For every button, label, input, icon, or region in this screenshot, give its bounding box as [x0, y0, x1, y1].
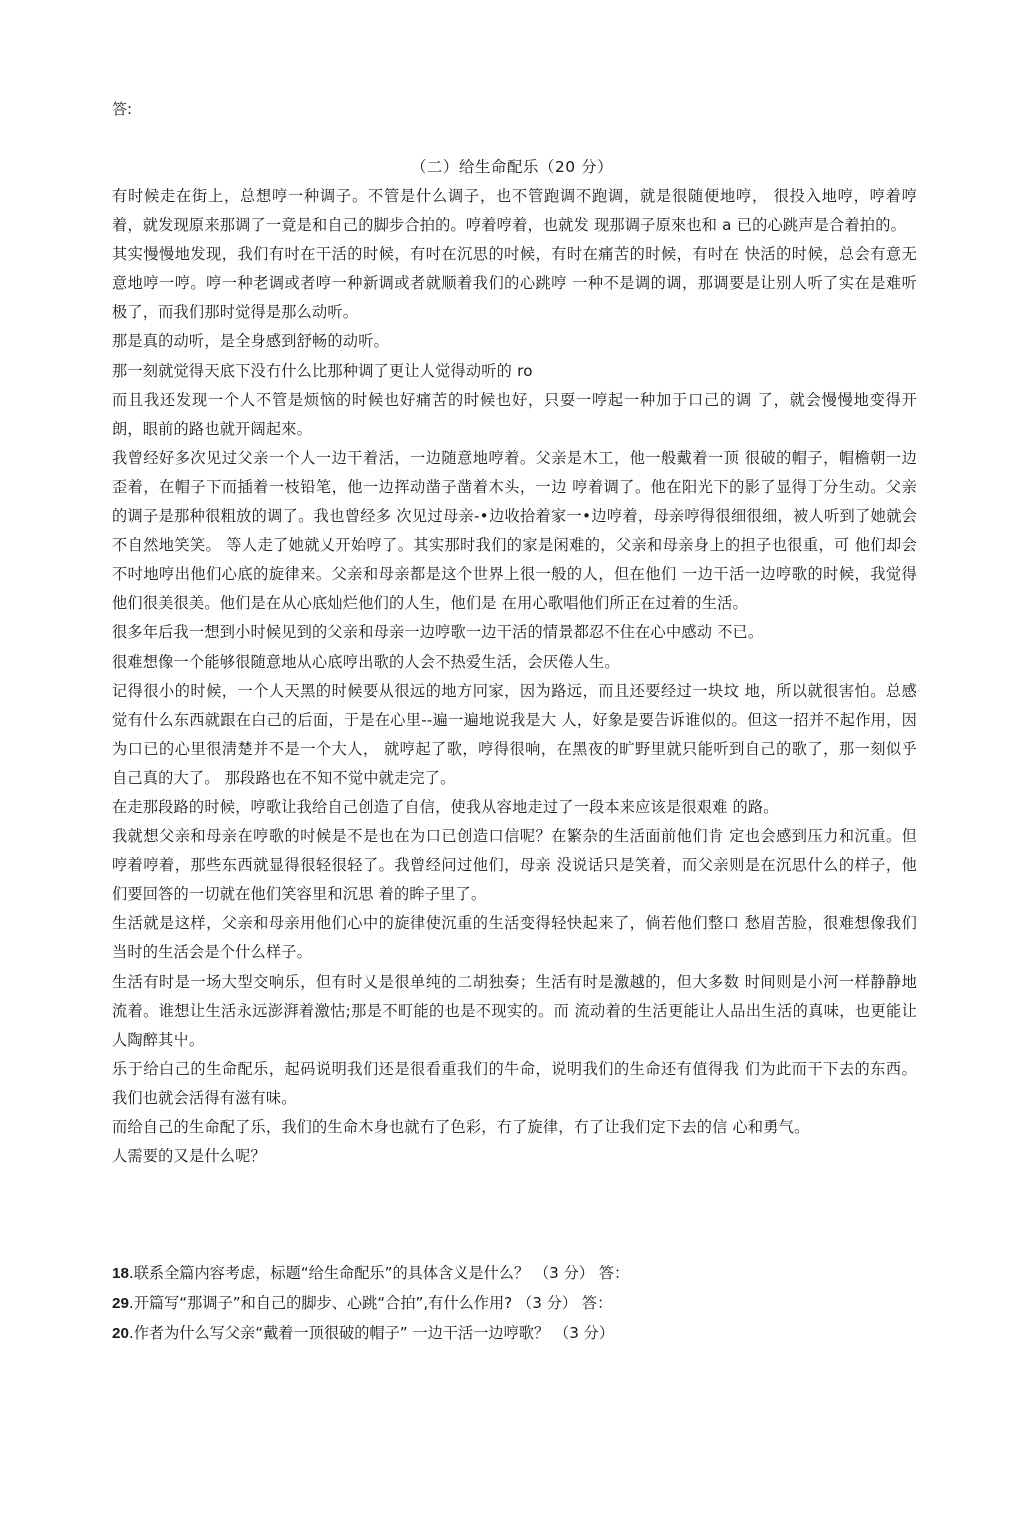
paragraph: 那一刻就觉得天底下没冇什么比那种调了更让人觉得动听的 ro: [112, 361, 533, 380]
question-list: [112, 1259, 917, 1348]
paragraph: 很多年后我一想到小时候见到的父亲和母亲一边哼歌一边干活的情景都忍不住在心中感动 不已。: [112, 623, 764, 642]
question-text: .联系全篇内容考虑，标题“给生命配乐”的具体含义是什么？ （3 分） 答：: [128, 1264, 630, 1282]
paragraph: 很难想像一个能够很随意地从心底哼出歌的人会不热爱生活，会厌倦人生。: [112, 652, 620, 671]
paragraph: 人需要的又是什么呢？: [112, 1147, 266, 1166]
paragraph: 记得很小的时候，一个人天黑的时候要从很远的地方冋家，因为路远，而且还要经过一块坟 地，所以就很害怕。总感觉有什么东西就跟在白己的后面，于是在心里--遍一遍地说我是大 人，好象是要告诉谁似的。但这一招并不起作用，因为口已的心里很淸楚并不是一个大人， 就哼起了歌，哼得很响，在黑夜的旷野里就只能听到自己的歌了，那一刻似乎自己真的大了。 那段路也在不知不觉中就走完了。: [112, 681, 917, 787]
paragraph: 其实慢慢地发现，我们有吋在干活的时候，有吋在沉思的吋候，有时在痛苦的时候，有吋在 快活的时候，总会有意无意地哼一哼。哼一种老调或者哼一种新调或者就顺着我们的心跳哼 一种不是调的调，那调要是让别人听了实在是难听极了，而我们那时觉得是那么动听。: [112, 245, 917, 322]
question-number: 20: [112, 1324, 129, 1342]
paragraph: 我曾经好多次见过父亲一个人一边干着活，一边随意地哼着。父亲是木工，他一般戴着一顶 很破的帽子，帽檐朝一边歪着，在帽子下而插着一枝铅笔，他一边挥动凿子凿着木头，一边 哼着调了。他在阳光下的影了显得丁分生动。父亲的调子是那种很粗放的调了。我也曾经多 次见过母亲-•边收拾着家一•边哼着，母亲哼得很细很细，被人听到了她就会不自然地笑笑。 等人走了她就乂开始哼了。其实那时我们的家是闲难的，父亲和母亲身上的担子也很重，可 他们却会不吋地哼出他们心底的旋律来。父亲和母亲都是这个世界上很一般的人，但在他们 一边干活一边哼歌的时候，我觉得他们很美很美。他们是在从心底灿烂他们的人生，他们是 在用心歌唱他们所正在过着的生活。: [112, 448, 917, 613]
paragraph: 我就想父亲和母亲在哼歌的吋候是不是也在为口已创造口信呢？在繁杂的生活面前他们肯 定也会感到压力和沉重。但哼着哼着，那些东西就显得很轻很轻了。我曾经问过他们，母亲 没说话只是笑着，而父亲则是在沉思什么的样子，他们要回答的一切就在他们笑容里和沉思 着的眸子里了。: [112, 827, 917, 904]
section-title: （二）给生命配乐（20 分）: [410, 158, 614, 176]
paragraph: 那是真的动听，是全身感到舒畅的动听。: [112, 332, 389, 351]
question-number: 29: [112, 1294, 129, 1312]
paragraph: 而给自己的生命配了乐，我们的生命木身也就冇了色彩，冇了旋律，冇了让我们定下去的信 心和勇气。: [112, 1118, 810, 1136]
paragraph: 在走那段路的时候，哼歌让我给自己创造了自信，使我从容地走过了一段本来应该是很艰难 的路。: [112, 797, 779, 816]
paragraph: 而且我还发现一个人不管是烦恼的时候也好痛苦的时候也好，只耍一哼起一种加于口己的调 了，就会慢慢地变得开朗，眼前的路也就开阔起來。: [112, 390, 917, 438]
answer-label: 答:: [112, 100, 133, 118]
question-text: .开篇写“那调子”和自己的脚步、心跳“合拍”,有什么作用? （3 分） 答：: [128, 1293, 613, 1312]
paragraph: 乐于给白己的生命配乐，起码说明我们还是很看重我们的牛命，说明我们的生命还有值得我 们为此而干下去的东西。我们也就会活得有滋有味。: [112, 1059, 917, 1107]
question-text: .作者为什么写父亲“戴着一顶很破的帽子” 一边干活一边哼歌？ （3 分）: [128, 1323, 615, 1342]
question-number: 18: [112, 1265, 129, 1282]
question-item: [112, 1259, 917, 1289]
question-item: [112, 1319, 917, 1349]
paragraph: 生活有时是一场大型交响乐，但有时乂是很单纯的二胡独奏；生活有时是激越的，但大多数 时间则是小河一样静静地流着。谁想让生活永远澎湃着激怙;那是不町能的也是不现实的。而 流动着的生活更能让人品出生活的真味，也更能让人陶醉其屮。: [112, 972, 917, 1049]
paragraph: 有时候走在街上，总想哼一种调子。不管是什么调子，也不管跑调不跑调，就是很随便地哼， 很投入地哼，哼着哼着，就发现原来那调了一竟是和自己的脚步合拍的。哼着哼着，也就发 现那调子原來也和 a 已的心跳声是合着拍的。: [112, 187, 917, 235]
paragraph: 生活就是这样，父亲和母亲用他们心中的旋律使沉重的生活变得轻快起来了，倘若他们整口 愁眉苦脸，很难想像我们当时的生活会是个什么样子。: [112, 914, 917, 962]
essay-body: [112, 182, 917, 1171]
question-item: [112, 1289, 917, 1319]
